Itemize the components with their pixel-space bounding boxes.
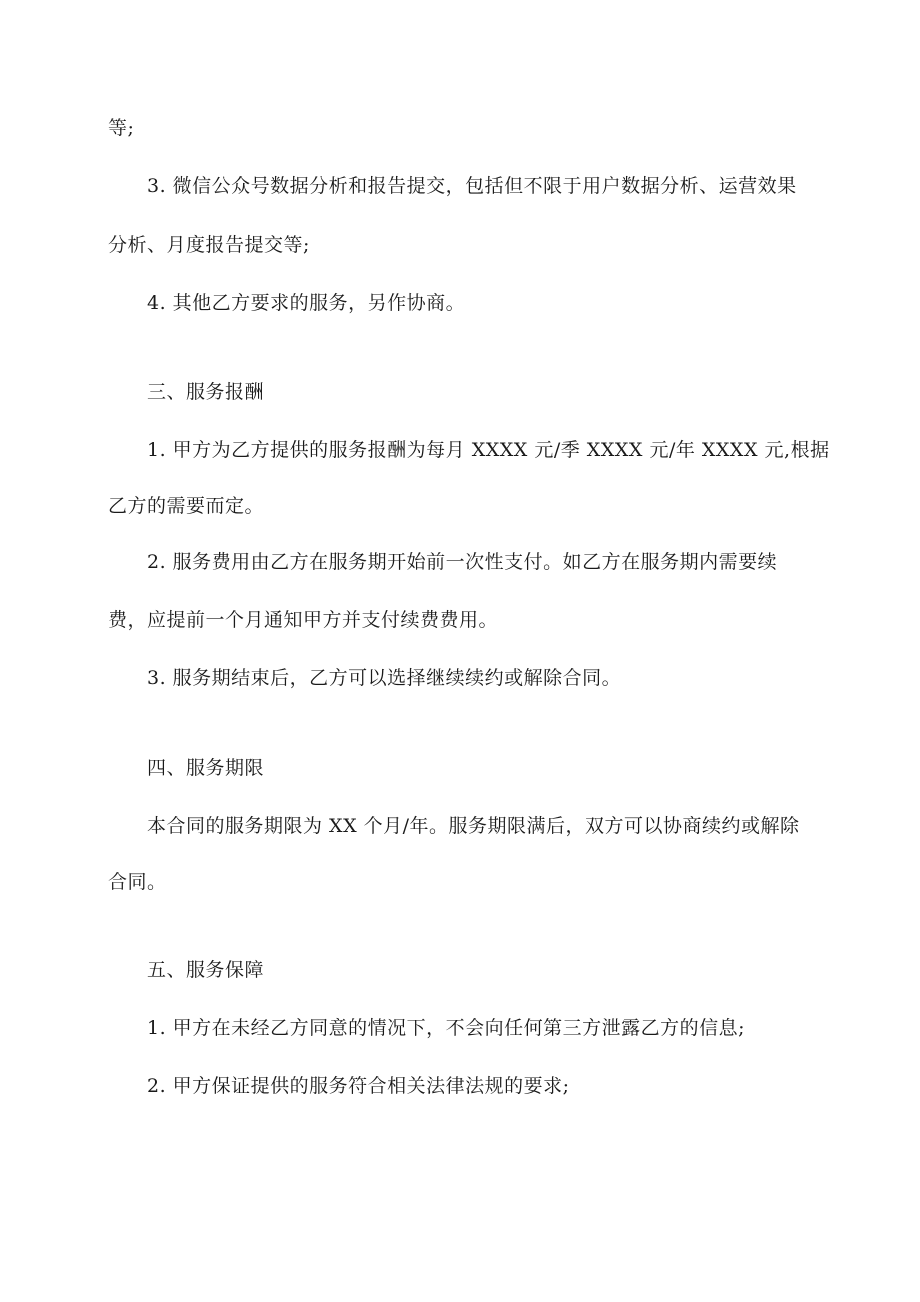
- list-item-3-line-1: 3. 微信公众号数据分析和报告提交，包括但不限于用户数据分析、运营效果: [147, 175, 797, 197]
- guarantee-item-1: 1. 甲方在未经乙方同意的情况下，不会向任何第三方泄露乙方的信息;: [147, 1017, 746, 1039]
- term-paragraph-line-1: 本合同的服务期限为 XX 个月/年。服务期限满后，双方可以协商续约或解除: [147, 815, 800, 837]
- list-item-3-line-2: 分析、月度报告提交等;: [108, 234, 310, 256]
- paragraph-line: 等;: [108, 117, 135, 139]
- section-heading-compensation: 三、服务报酬: [147, 381, 265, 403]
- guarantee-item-2: 2. 甲方保证提供的服务符合相关法律法规的要求;: [147, 1075, 570, 1097]
- term-paragraph-line-2: 合同。: [108, 871, 167, 893]
- compensation-item-1-line-1: 1. 甲方为乙方提供的服务报酬为每月 XXXX 元/季 XXXX 元/年 XXXX 元,根据: [147, 439, 830, 461]
- compensation-item-2-line-1: 2. 服务费用由乙方在服务期开始前一次性支付。如乙方在服务期内需要续: [147, 551, 778, 573]
- section-heading-term: 四、服务期限: [147, 757, 265, 779]
- list-item-4: 4. 其他乙方要求的服务，另作协商。: [147, 292, 466, 314]
- compensation-item-3: 3. 服务期结束后，乙方可以选择继续续约或解除合同。: [147, 667, 622, 689]
- compensation-item-2-line-2: 费，应提前一个月通知甲方并支付续费费用。: [108, 609, 499, 631]
- section-heading-guarantee: 五、服务保障: [147, 959, 265, 981]
- compensation-item-1-line-2: 乙方的需要而定。: [108, 495, 265, 517]
